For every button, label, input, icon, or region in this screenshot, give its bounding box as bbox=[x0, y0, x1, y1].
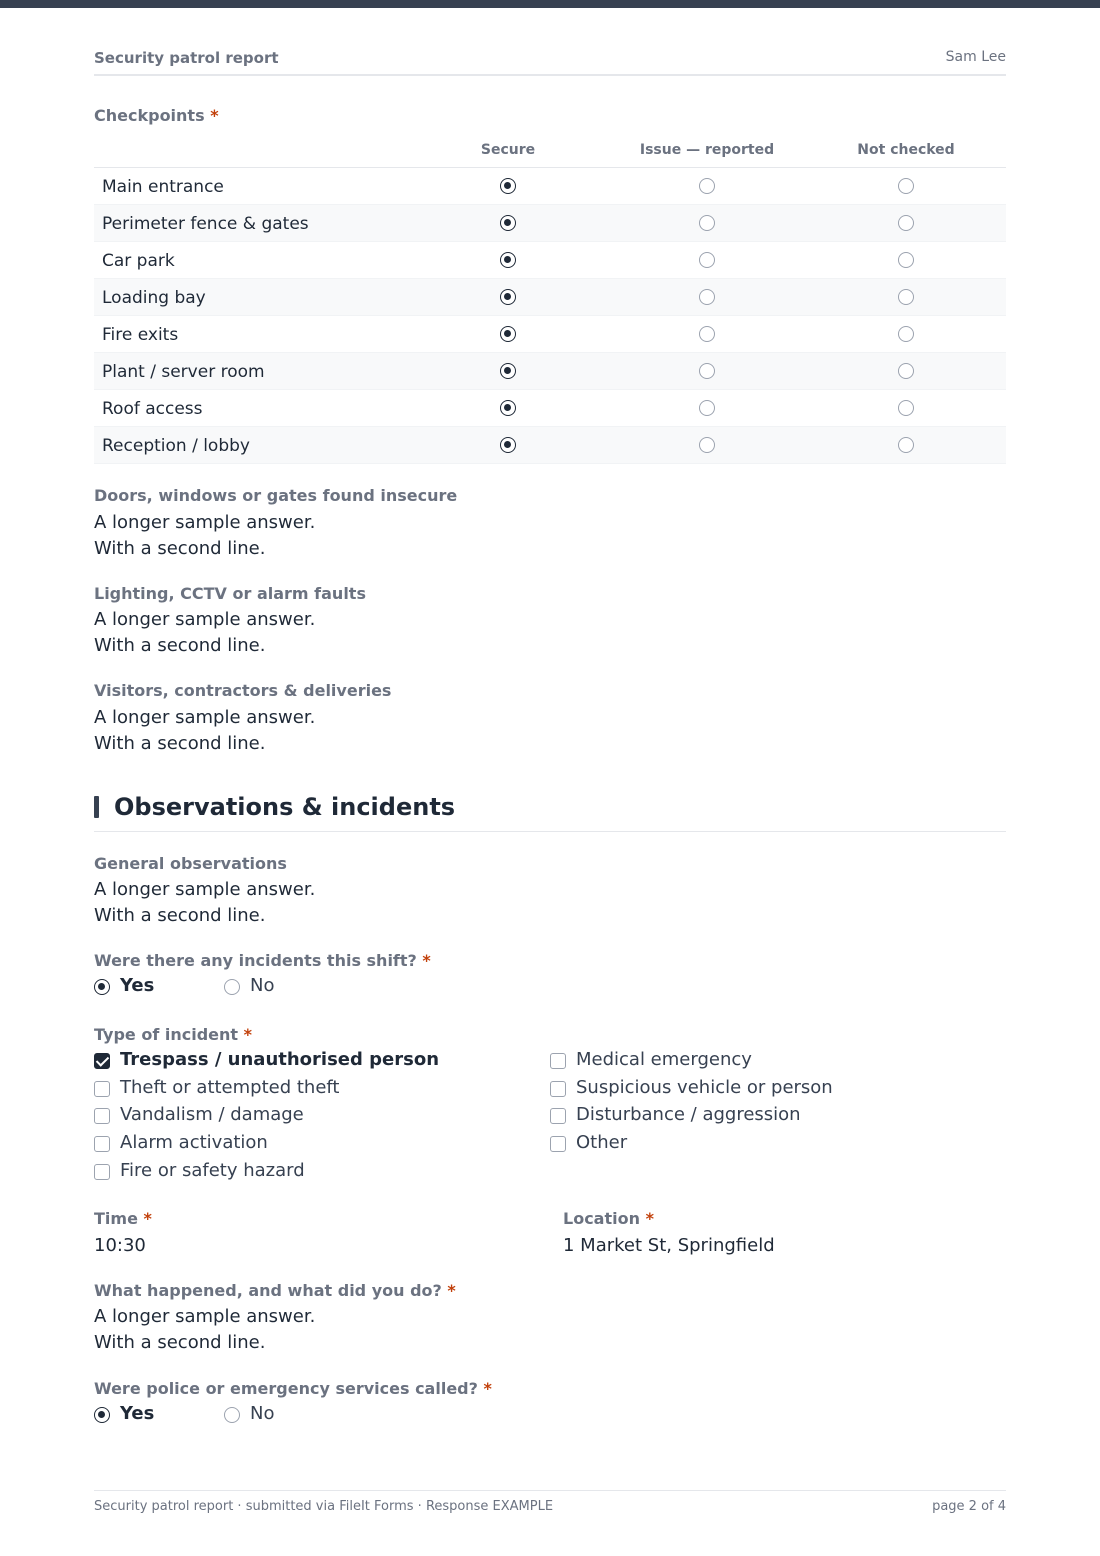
table-row bbox=[94, 353, 1006, 390]
checkpoint-radio-not-checked[interactable] bbox=[898, 252, 914, 268]
top-accent-bar bbox=[0, 0, 1100, 8]
police-called-label bbox=[94, 1379, 492, 1398]
checkbox-icon[interactable] bbox=[550, 1136, 566, 1152]
checkbox-icon[interactable] bbox=[94, 1053, 110, 1069]
footer-info: Security patrol report · submitted via FileIt Forms · Response EXAMPLE bbox=[94, 1499, 554, 1514]
document-title: Security patrol report bbox=[94, 49, 279, 67]
column-issue-reported: Issue — reported bbox=[639, 142, 775, 158]
checkpoints-label-text: Checkpoints bbox=[94, 106, 205, 125]
checkbox-icon[interactable] bbox=[550, 1081, 566, 1097]
radio-option-label: No bbox=[250, 1403, 275, 1424]
section-title: Observations & incidents bbox=[114, 793, 456, 821]
incident-type-option-label: Trespass / unauthorised person bbox=[120, 1049, 440, 1070]
location-label-text: Location bbox=[563, 1209, 640, 1228]
time-label bbox=[94, 1209, 152, 1228]
checkpoint-radio-issue-reported[interactable] bbox=[699, 252, 715, 268]
incident-type-label-text: Type of incident bbox=[94, 1025, 239, 1044]
checkpoint-radio-secure[interactable] bbox=[500, 215, 516, 231]
what-happened-label-text: What happened, and what did you do? bbox=[94, 1281, 442, 1300]
faults-answer: A longer sample answer. With a second line. bbox=[94, 609, 316, 656]
checkpoints-matrix bbox=[94, 132, 1006, 464]
incident-type-option-label: Disturbance / aggression bbox=[576, 1104, 801, 1126]
faults-label: Lighting, CCTV or alarm faults bbox=[94, 584, 366, 603]
radio-icon[interactable] bbox=[224, 979, 240, 995]
checkpoints-label bbox=[94, 106, 219, 125]
incident-type-option-label: Vandalism / damage bbox=[120, 1104, 304, 1126]
checkpoint-radio-not-checked[interactable] bbox=[898, 437, 914, 453]
radio-icon[interactable] bbox=[94, 1407, 110, 1423]
incident-type-option-label: Medical emergency bbox=[576, 1049, 752, 1070]
checkpoint-label: Roof access bbox=[102, 399, 203, 419]
checkpoint-radio-secure[interactable] bbox=[500, 252, 516, 268]
section-accent-bar bbox=[94, 796, 99, 818]
incident-type-option-label: Alarm activation bbox=[120, 1132, 268, 1154]
required-mark: * bbox=[483, 1379, 492, 1398]
radio-option-label: Yes bbox=[120, 1403, 155, 1424]
page-number: page 2 of 4 bbox=[932, 1499, 1006, 1514]
incident-type-option-label: Theft or attempted theft bbox=[120, 1076, 340, 1098]
time-label-text: Time bbox=[94, 1209, 138, 1228]
required-mark: * bbox=[645, 1209, 654, 1228]
checkpoint-label: Perimeter fence & gates bbox=[102, 214, 309, 234]
checkpoint-radio-secure[interactable] bbox=[500, 400, 516, 416]
checkpoint-radio-issue-reported[interactable] bbox=[699, 400, 715, 416]
checkpoint-radio-secure[interactable] bbox=[500, 178, 516, 194]
section-header bbox=[94, 793, 1006, 832]
required-mark: * bbox=[143, 1209, 152, 1228]
checkpoint-label: Main entrance bbox=[102, 177, 224, 197]
table-row bbox=[94, 390, 1006, 427]
checkpoint-radio-not-checked[interactable] bbox=[898, 326, 914, 342]
checkpoint-radio-issue-reported[interactable] bbox=[699, 178, 715, 194]
checkpoint-radio-not-checked[interactable] bbox=[898, 215, 914, 231]
checkpoint-radio-secure[interactable] bbox=[500, 289, 516, 305]
checkpoint-label: Loading bay bbox=[102, 288, 206, 308]
checkbox-icon[interactable] bbox=[94, 1164, 110, 1180]
checkbox-icon[interactable] bbox=[550, 1108, 566, 1124]
table-row bbox=[94, 168, 1006, 205]
required-mark: * bbox=[210, 106, 219, 125]
what-happened-answer: A longer sample answer. With a second line. bbox=[94, 1306, 316, 1353]
checkpoint-label: Fire exits bbox=[102, 325, 179, 345]
checkbox-icon[interactable] bbox=[550, 1053, 566, 1069]
checkpoint-radio-issue-reported[interactable] bbox=[699, 215, 715, 231]
table-row bbox=[94, 242, 1006, 279]
checkpoint-label: Reception / lobby bbox=[102, 436, 250, 456]
checkpoint-label: Plant / server room bbox=[102, 362, 265, 382]
insecure-label: Doors, windows or gates found insecure bbox=[94, 486, 458, 505]
table-row bbox=[94, 279, 1006, 316]
checkbox-icon[interactable] bbox=[94, 1136, 110, 1152]
required-mark: * bbox=[422, 951, 431, 970]
radio-icon[interactable] bbox=[94, 979, 110, 995]
checkpoint-radio-issue-reported[interactable] bbox=[699, 363, 715, 379]
visitors-answer: A longer sample answer. With a second line. bbox=[94, 707, 316, 754]
checkpoint-radio-issue-reported[interactable] bbox=[699, 437, 715, 453]
incident-type-option-label: Suspicious vehicle or person bbox=[576, 1076, 833, 1098]
required-mark: * bbox=[243, 1025, 252, 1044]
radio-option-label: No bbox=[250, 975, 275, 996]
incident-type-option-label: Other bbox=[576, 1132, 628, 1154]
matrix-rows bbox=[94, 168, 1006, 464]
checkpoint-radio-not-checked[interactable] bbox=[898, 400, 914, 416]
incidents-label-text: Were there any incidents this shift? bbox=[94, 951, 417, 970]
time-answer: 10:30 bbox=[94, 1235, 146, 1256]
radio-icon[interactable] bbox=[224, 1407, 240, 1423]
page-header bbox=[94, 48, 1006, 76]
matrix-header bbox=[94, 132, 1006, 168]
column-secure: Secure bbox=[480, 142, 536, 158]
page-footer bbox=[94, 1490, 1006, 1520]
checkpoint-radio-not-checked[interactable] bbox=[898, 289, 914, 305]
checkpoint-radio-issue-reported[interactable] bbox=[699, 326, 715, 342]
police-called-label-text: Were police or emergency services called? bbox=[94, 1379, 478, 1398]
checkbox-icon[interactable] bbox=[94, 1108, 110, 1124]
table-row bbox=[94, 205, 1006, 242]
checkpoint-radio-not-checked[interactable] bbox=[898, 363, 914, 379]
table-row bbox=[94, 316, 1006, 353]
required-mark: * bbox=[447, 1281, 456, 1300]
checkpoint-radio-secure[interactable] bbox=[500, 437, 516, 453]
table-row bbox=[94, 427, 1006, 464]
incident-type-option-label: Fire or safety hazard bbox=[120, 1159, 305, 1181]
incident-type-label bbox=[94, 1025, 252, 1044]
checkbox-icon[interactable] bbox=[94, 1081, 110, 1097]
checkpoint-radio-issue-reported[interactable] bbox=[699, 289, 715, 305]
radio-option-label: Yes bbox=[120, 975, 155, 996]
location-label bbox=[563, 1209, 654, 1228]
checkpoint-radio-secure[interactable] bbox=[500, 363, 516, 379]
checkpoint-radio-not-checked[interactable] bbox=[898, 178, 914, 194]
document-author: Sam Lee bbox=[945, 49, 1006, 65]
what-happened-label bbox=[94, 1281, 456, 1300]
column-not-checked: Not checked bbox=[857, 142, 955, 158]
general-observations-answer: A longer sample answer. With a second line. bbox=[94, 879, 316, 926]
incidents-label bbox=[94, 951, 431, 970]
visitors-label: Visitors, contractors & deliveries bbox=[94, 681, 392, 700]
checkpoint-label: Car park bbox=[102, 251, 175, 271]
general-observations-label: General observations bbox=[94, 854, 287, 873]
insecure-answer: A longer sample answer. With a second line. bbox=[94, 512, 316, 559]
location-answer: 1 Market St, Springfield bbox=[563, 1235, 775, 1256]
checkpoint-radio-secure[interactable] bbox=[500, 326, 516, 342]
